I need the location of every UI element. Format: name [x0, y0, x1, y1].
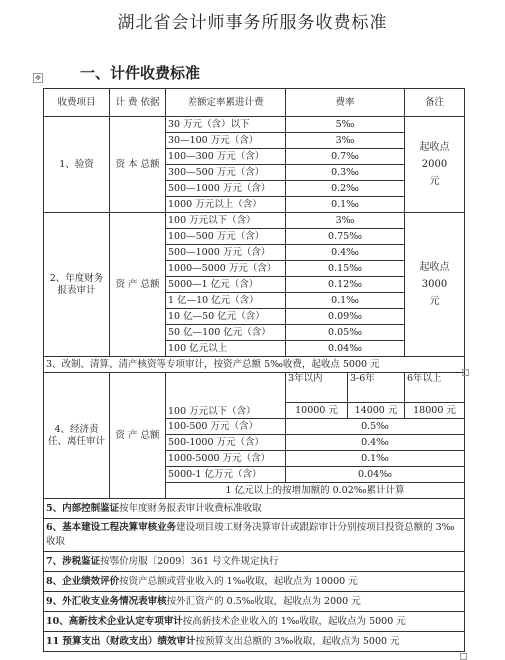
- rate-cell: 0.4‰: [286, 435, 465, 451]
- fee-item-text: 按高新技术企业收入的 1‰收取，起收点为 5000 元: [182, 615, 406, 627]
- rate-cell: 0.75‰: [286, 229, 405, 245]
- basis-label: 资 产 总额: [110, 373, 166, 499]
- header-cell: 费率: [286, 89, 405, 117]
- range-cell: 50 亿—100 亿元（含）: [166, 325, 286, 341]
- basis-label: 资 本 总额: [110, 117, 166, 213]
- rate-cell: 0.1‰: [286, 293, 405, 309]
- rate-cell: 0.04‰: [286, 341, 405, 357]
- item-label: 1、验资: [44, 117, 110, 213]
- fee-item-title: 11 预算支出（财政支出）绩效审计: [46, 635, 196, 647]
- fee-item-text: 按鄂价房服〔2009〕361 号文件规定执行: [100, 555, 279, 567]
- header-cell: 备注: [405, 89, 465, 117]
- page-title: 湖北省会计师事务所服务收费标准: [117, 13, 388, 33]
- table-row: [44, 499, 465, 519]
- table-row: [44, 632, 465, 652]
- range-cell: 30 万元（含）以下: [166, 117, 286, 133]
- fee-item-title: 7、涉税鉴证: [46, 555, 101, 567]
- table-resize-handle-icon[interactable]: [460, 653, 467, 660]
- fee-item-row: [44, 519, 465, 552]
- fee-item-text: 按资产总额或营业收入的 1‰收取，起收点为 10000 元: [119, 575, 358, 587]
- fee-table: [43, 88, 465, 652]
- fee-item-title: 10、高新技术企业认定专项审计: [46, 615, 183, 627]
- fee-item-text: 按外汇资产的 0.5‰收取，起收点为 2000 元: [166, 595, 361, 607]
- year-header-cell: 3-6年: [348, 373, 405, 403]
- header-cell: 计 费 依据: [110, 89, 166, 117]
- rate-cell: 0.3‰: [286, 165, 405, 181]
- fee-item-row: [44, 552, 465, 572]
- fee-item-row: [44, 499, 465, 519]
- special-audit-row: 3、改制、清算、清产核资等专项审计，按资产总额 5‰收费，起收点 5000 元: [44, 357, 465, 373]
- table-row: [44, 552, 465, 572]
- footer-cell: 1 亿元以上的按增加额的 0.02‰累计计算: [166, 483, 465, 499]
- table-row-handle-icon[interactable]: [462, 369, 469, 376]
- rate-cell: 3‰: [286, 133, 405, 149]
- rate-cell: 0.5‰: [286, 419, 465, 435]
- fee-item-row: [44, 612, 465, 632]
- range-cell: 1000—5000 万元（含）: [166, 261, 286, 277]
- fee-item-row: [44, 632, 465, 652]
- rate-cell: 0.15‰: [286, 261, 405, 277]
- range-cell: 500-1000 万元（含）: [166, 435, 286, 451]
- table-row: [44, 572, 465, 592]
- fee-item-title: 8、企业绩效评价: [46, 575, 120, 587]
- table-row: [44, 373, 465, 403]
- table-row: [44, 117, 465, 133]
- table-row: [44, 612, 465, 632]
- fee-item-row: [44, 572, 465, 592]
- basis-label: 资 产 总额: [110, 213, 166, 357]
- rate-cell: 0.12‰: [286, 277, 405, 293]
- rate-cell: 0.04‰: [286, 467, 465, 483]
- table-row: [44, 89, 465, 117]
- range-cell: 100 万元以下（含）: [166, 373, 286, 419]
- table-row: [44, 519, 465, 552]
- fee-item-title: 6、基本建设工程决算审核业务: [46, 522, 177, 533]
- fee-item-title: 5、内部控制鉴证: [46, 502, 120, 514]
- range-cell: 100 亿元以上: [166, 341, 286, 357]
- range-cell: 1000-5000 万元（含）: [166, 451, 286, 467]
- range-cell: 5000—1 亿元（含）: [166, 277, 286, 293]
- rate-cell: 5‰: [286, 117, 405, 133]
- header-cell: 差额定率累进计费: [166, 89, 286, 117]
- fee-item-text: 建设项目竣工财务决算审计或跟踪审计分别按项目投资总额的 3‰收取: [46, 522, 455, 547]
- range-cell: 100—500 万元（含）: [166, 229, 286, 245]
- range-cell: 300—500 万元（含）: [166, 165, 286, 181]
- year-header-cell: 6年以上: [405, 373, 465, 403]
- fee-cell: 18000 元: [405, 403, 465, 419]
- range-cell: 10 亿—50 亿元（含）: [166, 309, 286, 325]
- table-row: [44, 592, 465, 612]
- range-cell: 5000-1 亿万元（含）: [166, 467, 286, 483]
- section-heading: 一、计件收费标准: [80, 64, 201, 82]
- rate-cell: 0.09‰: [286, 309, 405, 325]
- rate-cell: 0.7‰: [286, 149, 405, 165]
- note-cell: 起收点2000元: [405, 117, 465, 213]
- item-label: 2、年度财务报表审计: [44, 213, 110, 357]
- rate-cell: 0.4‰: [286, 245, 405, 261]
- rate-cell: 0.1‰: [286, 197, 405, 213]
- fee-item-text: 按年度财务报表审计收费标准收取: [119, 502, 262, 514]
- rate-cell: 0.1‰: [286, 451, 465, 467]
- range-cell: 100—300 万元（含）: [166, 149, 286, 165]
- range-cell: 100 万元以下（含）: [166, 213, 286, 229]
- item-label: 4、经济责任、离任审计: [44, 373, 110, 499]
- note-cell: 起收点3000元: [405, 213, 465, 357]
- fee-item-title: 9、外汇收支业务情况表审核: [46, 595, 167, 607]
- range-cell: 1000 万元以上（含）: [166, 197, 286, 213]
- table-move-handle-icon[interactable]: ✥: [33, 73, 43, 83]
- rate-cell: 3‰: [286, 213, 405, 229]
- fee-cell: 14000 元: [348, 403, 405, 419]
- fee-item-row: [44, 592, 465, 612]
- table-row: [44, 357, 465, 373]
- rate-cell: 0.2‰: [286, 181, 405, 197]
- range-cell: 30—100 万元（含）: [166, 133, 286, 149]
- range-cell: 1 亿—10 亿元（含）: [166, 293, 286, 309]
- fee-item-text: 按预算支出总额的 3‰收取，起收点为 5000 元: [195, 635, 400, 647]
- year-header-cell: 3年以内: [286, 373, 348, 403]
- header-cell: 收费项目: [44, 89, 110, 117]
- range-cell: 100-500 万元（含）: [166, 419, 286, 435]
- table-row: [44, 213, 465, 229]
- fee-cell: 10000 元: [286, 403, 348, 419]
- range-cell: 500—1000 万元（含）: [166, 245, 286, 261]
- rate-cell: 0.05‰: [286, 325, 405, 341]
- range-cell: 500—1000 万元（含）: [166, 181, 286, 197]
